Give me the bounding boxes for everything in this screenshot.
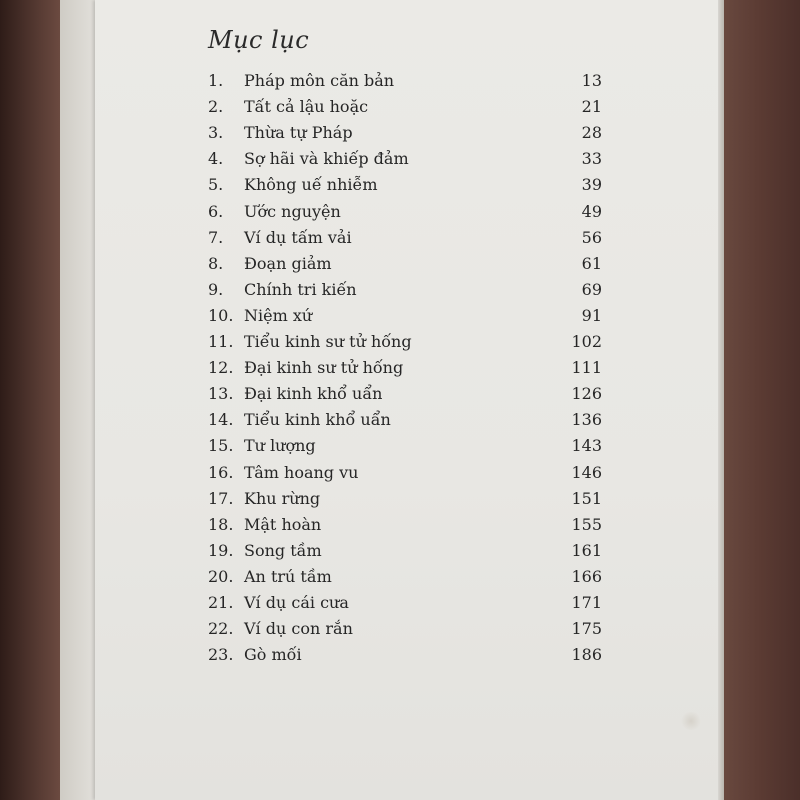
toc-entry	[208, 462, 602, 484]
toc-entry-title: Khu rừng	[244, 488, 321, 508]
toc-entry-page: 161	[571, 540, 602, 560]
toc-entry-title: Ví dụ con rắn	[244, 619, 353, 639]
toc-entry	[208, 253, 602, 275]
toc-entry-title: Mật hoàn	[244, 514, 322, 534]
toc-entry	[208, 279, 602, 301]
toc-entry-number: 16.	[208, 462, 234, 482]
toc-entry-title: Chính tri kiến	[244, 279, 357, 299]
toc-entry-page: 28	[581, 123, 602, 143]
toc-entry-number: 6.	[208, 201, 224, 221]
toc-entry-page: 91	[581, 305, 602, 325]
toc-entry-title: Đại kinh khổ uẩn	[244, 384, 383, 404]
toc-entry	[208, 566, 602, 588]
toc-entry	[208, 435, 602, 457]
toc-entry	[208, 305, 602, 327]
toc-entry-page: 111	[571, 358, 602, 378]
toc-entry-page: 171	[571, 593, 602, 612]
toc-entry-title: Đại kinh sư tử hống	[244, 358, 404, 378]
toc-entry-number: 22.	[208, 619, 234, 639]
toc-entry-page: 143	[571, 436, 602, 456]
toc-entry-page: 61	[581, 253, 602, 273]
toc-entry-number: 1.	[208, 71, 224, 90]
toc-entry-number: 11.	[208, 332, 234, 351]
toc-entry-title: Ví dụ cái cưa	[244, 593, 349, 612]
toc-entry-title: An trú tầm	[244, 566, 332, 586]
toc-entry-title: Gò mối	[244, 645, 302, 665]
toc-entry-page: 155	[571, 514, 602, 534]
toc-entry-title: Tâm hoang vu	[244, 462, 359, 482]
toc-entry-number: 9.	[208, 279, 224, 299]
toc-entry-page: 102	[571, 332, 602, 351]
toc-entry	[208, 644, 602, 666]
toc-entry-title: Không uế nhiễm	[244, 175, 378, 195]
toc-entry	[208, 227, 602, 249]
toc-entry	[208, 618, 602, 640]
toc-entry-number: 19.	[208, 540, 234, 560]
toc-entry-title: Pháp môn căn bản	[244, 71, 395, 90]
toc-entry-page: 136	[571, 410, 602, 430]
toc-entry-number: 10.	[208, 305, 234, 325]
toc-entry-number: 12.	[208, 358, 234, 378]
toc-entry	[208, 96, 602, 118]
toc-entry	[208, 383, 602, 405]
toc-entry-page: 69	[581, 279, 602, 299]
toc-entry-number: 13.	[208, 384, 234, 404]
toc-entry-page: 146	[571, 462, 602, 482]
toc-entry	[208, 70, 602, 92]
toc-entry-page: 126	[571, 384, 602, 404]
toc-entry-page: 33	[581, 149, 602, 169]
toc-entry-number: 23.	[208, 645, 234, 665]
toc-entry-title: Thừa tự Pháp	[244, 123, 353, 143]
toc-entry-title: Ví dụ tấm vải	[244, 227, 352, 247]
toc-entry-page: 49	[581, 201, 602, 221]
toc-entry-page: 21	[581, 97, 602, 117]
toc-entry-number: 17.	[208, 488, 234, 508]
toc-entry	[208, 148, 602, 170]
toc-entry-title: Đoạn giảm	[244, 253, 332, 273]
toc-entry-page: 166	[571, 566, 602, 586]
toc-entry	[208, 514, 602, 536]
toc-entry-number: 4.	[208, 149, 224, 169]
toc-entry-title: Song tầm	[244, 540, 322, 560]
toc-entry-page: 175	[571, 619, 602, 639]
toc-entry-number: 14.	[208, 410, 234, 430]
toc-entry-number: 7.	[208, 227, 224, 247]
toc-entry	[208, 488, 602, 510]
page-title: Mục lục	[208, 26, 310, 54]
toc-entry	[208, 592, 602, 614]
toc-entry-number: 3.	[208, 123, 224, 143]
toc-entry-number: 2.	[208, 97, 224, 117]
toc-entry	[208, 174, 602, 196]
toc-entry-number: 8.	[208, 253, 224, 273]
toc-entry-title: Sợ hãi và khiếp đảm	[244, 149, 409, 169]
toc-entry-title: Tư lượng	[244, 436, 316, 456]
toc-entry-number: 5.	[208, 175, 224, 195]
toc-entry-number: 18.	[208, 514, 234, 534]
toc-entry-page: 56	[581, 227, 602, 247]
toc-entry	[208, 122, 602, 144]
toc-entry	[208, 540, 602, 562]
toc-entry-title: Tiểu kinh khổ uẩn	[244, 410, 391, 430]
toc-entry	[208, 409, 602, 431]
toc-entry	[208, 357, 602, 379]
toc-entry-number: 20.	[208, 566, 234, 586]
toc-entry-title: Tất cả lậu hoặc	[244, 97, 369, 117]
toc-entry	[208, 201, 602, 223]
toc-entry-page: 151	[571, 488, 602, 508]
toc-entry	[208, 331, 602, 353]
toc-entry-page: 13	[581, 71, 602, 90]
toc-entry-number: 21.	[208, 593, 234, 612]
toc-entry-title: Tiểu kinh sư tử hống	[244, 332, 412, 351]
toc-entry-number: 15.	[208, 436, 234, 456]
toc-entry-page: 39	[581, 175, 602, 195]
toc-entry-page: 186	[571, 645, 602, 665]
toc-entry-title: Ước nguyện	[244, 201, 341, 221]
toc-entry-title: Niệm xứ	[244, 305, 313, 325]
